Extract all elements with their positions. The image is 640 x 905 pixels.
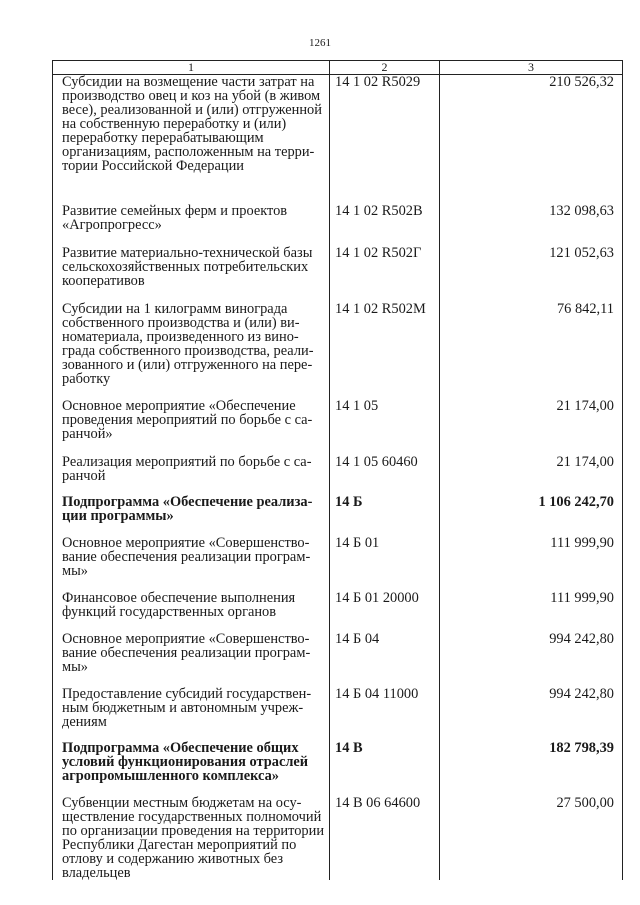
row-name-cell: Субвенции местным бюджетам на осуществление государственных полномочий по организации проведения на территории Республики Дагестан мероприятий по отлову и содержанию животных без владельцев — [53, 796, 330, 880]
row-name-cell: Субсидии на возмещение части затрат на производство овец и коз на убой (в живом весе), реализованной и (или) отгруженной на собственную переработку и (или) переработку перерабатывающим организациям, расположенным на территории Российской Федерации — [53, 75, 330, 205]
table-row — [53, 796, 623, 880]
row-name-cell: Основное мероприятие «Совершенствование обеспечения реализации программы» — [53, 536, 330, 591]
row-name-cell: Подпрограмма «Обеспечение реализации программы» — [53, 495, 330, 536]
row-code-cell: 14 Б 01 — [330, 536, 440, 591]
row-code-cell: 14 Б 04 — [330, 632, 440, 687]
row-code-cell: 14 1 02 R502В — [330, 204, 440, 246]
table-row — [53, 536, 623, 591]
row-code-cell: 14 1 02 R5029 — [330, 75, 440, 205]
budget-table-container — [52, 60, 622, 880]
row-amount-cell: 182 798,39 — [440, 741, 623, 796]
row-code-cell: 14 Б — [330, 495, 440, 536]
row-code-cell: 14 1 05 — [330, 399, 440, 455]
row-amount-cell: 111 999,90 — [440, 591, 623, 632]
table-row — [53, 741, 623, 796]
row-amount-cell: 1 106 242,70 — [440, 495, 623, 536]
table-row — [53, 204, 623, 246]
row-name-cell: Развитие материально-технической базы сельскохозяйственных потребительских кооперативов — [53, 246, 330, 302]
row-name-cell: Основное мероприятие «Обеспечение проведения мероприятий по борьбе с саранчой» — [53, 399, 330, 455]
row-amount-cell: 21 174,00 — [440, 455, 623, 495]
row-name-cell: Реализация мероприятий по борьбе с саранчой — [53, 455, 330, 495]
row-name-cell: Субсидии на 1 килограмм винограда собственного производства и (или) виноматериала, произведенного из винограда собственного производства, реализованного и (или) отгруженного на переработку — [53, 302, 330, 399]
table-row — [53, 455, 623, 495]
row-code-cell: 14 В 06 64600 — [330, 796, 440, 880]
table-row — [53, 495, 623, 536]
row-amount-cell: 132 098,63 — [440, 204, 623, 246]
row-name-cell: Финансовое обеспечение выполнения функций государственных органов — [53, 591, 330, 632]
table-row — [53, 632, 623, 687]
header-col-2: 2 — [330, 61, 440, 75]
row-code-cell: 14 В — [330, 741, 440, 796]
row-amount-cell: 994 242,80 — [440, 632, 623, 687]
row-amount-cell: 111 999,90 — [440, 536, 623, 591]
row-name-cell: Основное мероприятие «Совершенствование обеспечения реализации программы» — [53, 632, 330, 687]
row-name-cell: Предоставление субсидий государственным бюджетным и автономным учреждениям — [53, 687, 330, 741]
header-col-3: 3 — [440, 61, 623, 75]
row-amount-cell: 76 842,11 — [440, 302, 623, 399]
row-code-cell: 14 1 02 R502М — [330, 302, 440, 399]
budget-table — [52, 60, 623, 880]
table-row — [53, 246, 623, 302]
row-code-cell: 14 Б 04 11000 — [330, 687, 440, 741]
row-amount-cell: 21 174,00 — [440, 399, 623, 455]
row-code-cell: 14 1 02 R502Г — [330, 246, 440, 302]
table-row — [53, 591, 623, 632]
row-amount-cell: 121 052,63 — [440, 246, 623, 302]
row-code-cell: 14 1 05 60460 — [330, 455, 440, 495]
table-row — [53, 302, 623, 399]
row-amount-cell: 27 500,00 — [440, 796, 623, 880]
row-amount-cell: 210 526,32 — [440, 75, 623, 205]
row-name-cell: Подпрограмма «Обеспечение общих условий функционирования отраслей агропромышленного комплекса» — [53, 741, 330, 796]
table-row — [53, 687, 623, 741]
header-col-1: 1 — [53, 61, 330, 75]
row-name-cell: Развитие семейных ферм и проектов «Агропрогресс» — [53, 204, 330, 246]
page-number: 1261 — [309, 37, 331, 49]
row-code-cell: 14 Б 01 20000 — [330, 591, 440, 632]
table-row — [53, 399, 623, 455]
table-header-row — [53, 61, 623, 75]
row-amount-cell: 994 242,80 — [440, 687, 623, 741]
table-row — [53, 75, 623, 205]
